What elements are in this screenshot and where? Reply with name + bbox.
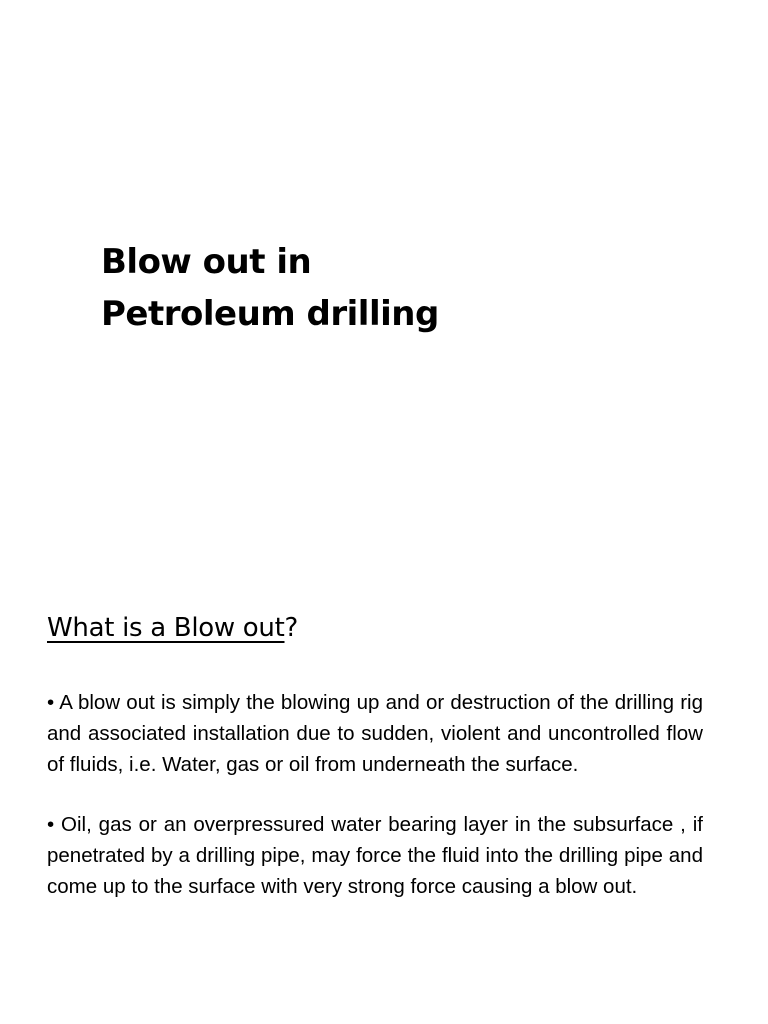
slide-title-line-1: Blow out in	[101, 242, 312, 282]
section-heading-question-mark: ?	[284, 613, 298, 643]
content-slide	[0, 560, 768, 1024]
bullet-list	[47, 688, 703, 933]
slide-title	[101, 236, 439, 340]
slide-title-line-2: Petroleum drilling	[101, 294, 439, 334]
section-heading-underlined-text: What is a Blow out	[47, 613, 285, 643]
bullet-item-cause: • Oil, gas or an overpressured water bearing layer in the subsurface , if penetrated by a drilling pipe, may force the fluid into the drilling pipe and come up to the surface with very strong force causing a blow out.	[47, 813, 703, 898]
bullet-item-definition: • A blow out is simply the blowing up and or destruction of the drilling rig and associated installation due to sudden, violent and uncontrolled flow of fluids, i.e. Water, gas or oil from underneath the surface.	[47, 691, 703, 776]
section-heading	[47, 610, 298, 646]
